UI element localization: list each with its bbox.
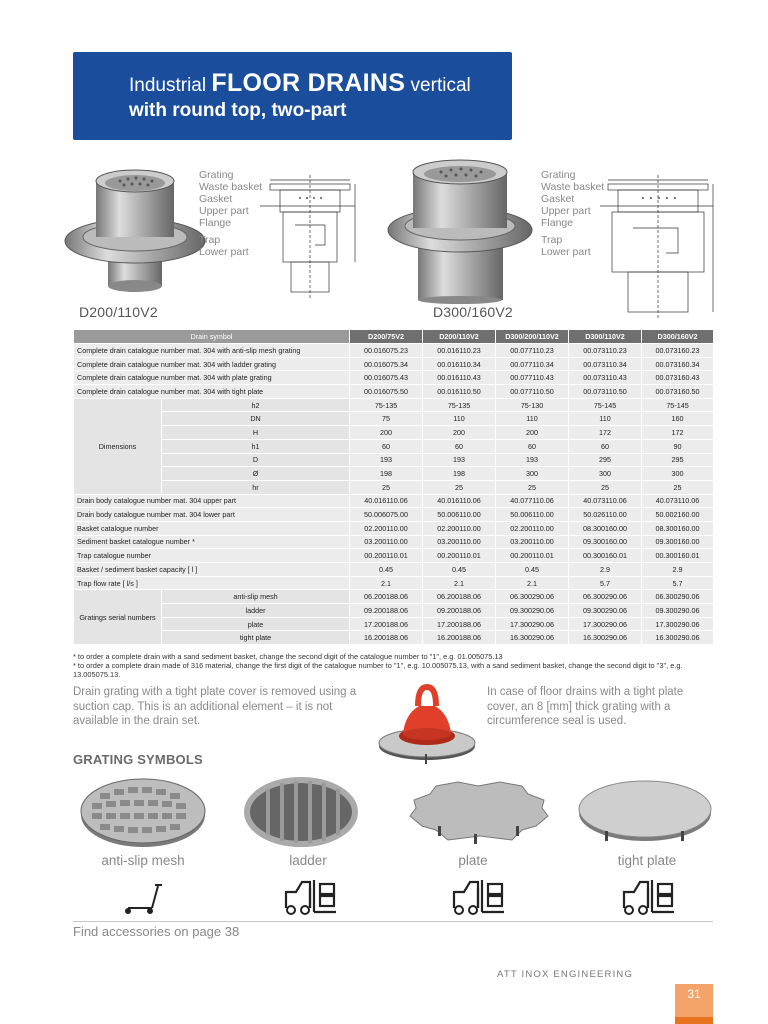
table-row [74, 521, 714, 535]
table-cell: 40.073110.06 [569, 494, 642, 508]
table-cell: 40.077110.06 [496, 494, 569, 508]
table-cell: 75-145 [569, 398, 642, 412]
table-cell: 5.7 [642, 576, 714, 590]
table-cell: 60 [423, 439, 496, 453]
table-row [74, 604, 714, 618]
table-cell: 2.1 [350, 576, 423, 590]
table-cell: 00.016110.43 [423, 371, 496, 385]
plate-grating-image [408, 778, 550, 848]
spec-table [73, 329, 714, 645]
table-cell: 00.073110.23 [569, 344, 642, 358]
table-cell: 25 [350, 480, 423, 494]
table-cell: 00.073110.34 [569, 357, 642, 371]
row-label: Drain body catalogue number mat. 304 upper part [74, 494, 350, 508]
table-cell: 02.200110.00 [423, 521, 496, 535]
table-cell: 198 [350, 467, 423, 481]
table-cell: 60 [350, 439, 423, 453]
table-cell: 09.300290.06 [496, 604, 569, 618]
divider [73, 921, 713, 922]
title-line-1 [129, 70, 512, 99]
row-label: Trap catalogue number [74, 549, 350, 563]
table-cell: 06.200188.06 [350, 590, 423, 604]
title-prefix: Industrial [129, 75, 207, 96]
accessories-link[interactable]: Find accessories on page 38 [73, 924, 240, 939]
anti-slip-mesh-grating-image [78, 775, 208, 850]
table-cell: 06.300290.06 [642, 590, 714, 604]
column-header: D300/160V2 [642, 330, 714, 344]
table-cell: 75-135 [350, 398, 423, 412]
drain-symbol-header: Drain symbol [74, 330, 350, 344]
table-cell: 00.073160.23 [642, 344, 714, 358]
table-cell: 08.300160.00 [642, 521, 714, 535]
table-cell: 40.016110.06 [350, 494, 423, 508]
table-cell: 300 [642, 467, 714, 481]
part-label: Flange [541, 217, 574, 229]
title-suffix: vertical [410, 75, 471, 96]
table-cell: 02.200110.00 [496, 521, 569, 535]
row-label: Drain body catalogue number mat. 304 lower part [74, 508, 350, 522]
table-cell: 00.073160.50 [642, 385, 714, 399]
table-row [74, 467, 714, 481]
table-cell: 00.300160.01 [642, 549, 714, 563]
table-cell: 200 [350, 426, 423, 440]
table-row [74, 631, 714, 645]
tight-plate-grating-image [575, 775, 715, 847]
part-label: Waste basket [199, 181, 263, 193]
table-cell: 25 [496, 480, 569, 494]
table-cell: 0.45 [350, 563, 423, 577]
table-row [74, 398, 714, 412]
table-row [74, 412, 714, 426]
table-row [74, 563, 714, 577]
drain-photo-left [60, 153, 210, 293]
sub-label: Ø [162, 467, 350, 481]
title-line-2: with round top, two-part [129, 100, 347, 121]
forklift-icon [450, 878, 506, 918]
table-cell: 17.300290.06 [642, 617, 714, 631]
title-bold: FLOOR DRAINS [211, 69, 406, 97]
table-cell: 16.200188.06 [350, 631, 423, 645]
table-cell: 110 [423, 412, 496, 426]
table-cell: 00.200110.01 [350, 549, 423, 563]
table-cell: 00.200110.01 [496, 549, 569, 563]
sub-label: ladder [162, 604, 350, 618]
sub-label: tight plate [162, 631, 350, 645]
table-cell: 17.200188.06 [423, 617, 496, 631]
table-cell: 06.200188.06 [423, 590, 496, 604]
table-cell: 172 [642, 426, 714, 440]
table-cell: 75-135 [423, 398, 496, 412]
table-cell: 198 [423, 467, 496, 481]
table-cell: 75-130 [496, 398, 569, 412]
forklift-icon [282, 878, 338, 918]
table-cell: 200 [496, 426, 569, 440]
model-label-left: D200/110V2 [79, 304, 158, 320]
sub-label: H [162, 426, 350, 440]
table-cell: 295 [569, 453, 642, 467]
part-label: Gasket [541, 193, 575, 205]
table-cell: 09.300290.06 [642, 604, 714, 618]
table-cell: 00.016110.34 [423, 357, 496, 371]
table-row [74, 508, 714, 522]
table-cell: 60 [496, 439, 569, 453]
table-row [74, 590, 714, 604]
grating-label: tight plate [617, 853, 677, 868]
table-cell: 25 [423, 480, 496, 494]
part-label: Trap [199, 234, 221, 246]
table-header-row [74, 330, 714, 344]
table-row [74, 453, 714, 467]
table-cell: 00.077110.43 [496, 371, 569, 385]
part-label: Grating [199, 169, 234, 181]
row-label: Complete drain catalogue number mat. 304 with tight plate [74, 385, 350, 399]
table-row [74, 617, 714, 631]
table-cell: 09.300290.06 [569, 604, 642, 618]
table-cell: 160 [642, 412, 714, 426]
table-cell: 5.7 [569, 576, 642, 590]
table-cell: 03.200110.00 [496, 535, 569, 549]
table-row [74, 357, 714, 371]
sub-label: DN [162, 412, 350, 426]
table-cell: 60 [569, 439, 642, 453]
table-cell: 40.073110.06 [642, 494, 714, 508]
table-cell: 00.300160.01 [569, 549, 642, 563]
table-cell: 110 [569, 412, 642, 426]
table-cell: 2.9 [642, 563, 714, 577]
part-label: Lower part [541, 246, 591, 258]
part-label: Waste basket [541, 181, 605, 193]
table-cell: 00.016110.23 [423, 344, 496, 358]
table-row [74, 494, 714, 508]
row-label: Sediment basket catalogue number * [74, 535, 350, 549]
table-row [74, 426, 714, 440]
table-cell: 00.077110.50 [496, 385, 569, 399]
table-cell: 0.45 [496, 563, 569, 577]
table-cell: 25 [642, 480, 714, 494]
table-cell: 00.200110.01 [423, 549, 496, 563]
drain-photo-right [383, 150, 538, 305]
table-cell: 75 [350, 412, 423, 426]
table-cell: 50.006110.00 [423, 508, 496, 522]
table-cell: 0.45 [423, 563, 496, 577]
part-label: Grating [541, 169, 576, 181]
table-cell: 50.026110.00 [569, 508, 642, 522]
company-footer: ATT INOX ENGINEERING [497, 969, 634, 980]
part-label: Upper part [199, 205, 249, 217]
table-cell: 193 [496, 453, 569, 467]
table-row [74, 535, 714, 549]
table-cell: 09.200188.06 [350, 604, 423, 618]
table-cell: 16.300290.06 [642, 631, 714, 645]
accent-bar [675, 1017, 713, 1024]
table-cell: 08.300160.00 [569, 521, 642, 535]
table-row [74, 344, 714, 358]
table-cell: 200 [423, 426, 496, 440]
model-label-right: D300/160V2 [433, 304, 513, 320]
column-header: D200/110V2 [423, 330, 496, 344]
table-row [74, 439, 714, 453]
table-cell: 00.077110.23 [496, 344, 569, 358]
page-number: 31 [687, 987, 701, 1001]
table-cell: 2.1 [423, 576, 496, 590]
table-cell: 2.1 [496, 576, 569, 590]
table-cell: 300 [569, 467, 642, 481]
table-cell: 17.300290.06 [496, 617, 569, 631]
pallet-jack-icon [122, 880, 164, 916]
table-cell: 172 [569, 426, 642, 440]
note-tight-plate: In case of floor drains with a tight plate cover, an 8 [mm] thick grating with a circumference seal is used. [487, 686, 684, 727]
column-header: D300/110V2 [569, 330, 642, 344]
table-row [74, 480, 714, 494]
sub-label: D [162, 453, 350, 467]
table-cell: 06.300290.06 [569, 590, 642, 604]
table-cell: 09.300160.00 [642, 535, 714, 549]
table-cell: 00.016075.43 [350, 371, 423, 385]
sub-label: h1 [162, 439, 350, 453]
column-header: D200/75V2 [350, 330, 423, 344]
table-cell: 03.200110.00 [350, 535, 423, 549]
footnotes [73, 652, 713, 679]
table-cell: 110 [496, 412, 569, 426]
table-cell: 00.073160.43 [642, 371, 714, 385]
table-cell: 09.300160.00 [569, 535, 642, 549]
footnote: * to order a complete drain made of 316 material, change the first digit of the catalogue number to "1", e.g. 10.005075.13, with a sand sediment basket, change the second digit to "3", e.g. 13.005075.13. [73, 661, 683, 679]
table-cell: 06.300290.06 [496, 590, 569, 604]
table-cell: 16.300290.06 [569, 631, 642, 645]
drain-drawing-right [598, 170, 718, 320]
table-row [74, 385, 714, 399]
table-cell: 09.200188.06 [423, 604, 496, 618]
table-cell: 00.073110.43 [569, 371, 642, 385]
table-cell: 75-145 [642, 398, 714, 412]
grating-label: ladder [289, 853, 327, 868]
table-cell: 50.002160.00 [642, 508, 714, 522]
table-cell: 50.006110.00 [496, 508, 569, 522]
part-labels-left [199, 169, 262, 258]
table-cell: 295 [642, 453, 714, 467]
grating-symbols-title: GRATING SYMBOLS [73, 752, 203, 767]
table-cell: 00.016110.50 [423, 385, 496, 399]
table-cell: 16.300290.06 [496, 631, 569, 645]
grating-label: anti-slip mesh [101, 853, 185, 868]
title-banner [73, 52, 512, 140]
part-labels-right [541, 169, 604, 258]
table-row [74, 549, 714, 563]
table-cell: 193 [350, 453, 423, 467]
table-cell: 03.200110.00 [423, 535, 496, 549]
group-label: Dimensions [74, 398, 162, 494]
note-suction-cap: Drain grating with a tight plate cover is removed using a suction cap. This is an additional element – it is not available in the drain set. [73, 686, 357, 727]
part-label: Lower part [199, 246, 249, 258]
table-cell: 00.016075.50 [350, 385, 423, 399]
part-label: Trap [541, 234, 563, 246]
footnote: * to order a complete drain with a sand sediment basket, change the second digit of the catalogue number to "1", e.g. 01.005075.13 [73, 652, 503, 661]
sub-label: plate [162, 617, 350, 631]
sub-label: hr [162, 480, 350, 494]
table-cell: 25 [569, 480, 642, 494]
table-cell: 193 [423, 453, 496, 467]
table-cell: 40.016110.06 [423, 494, 496, 508]
table-cell: 00.073110.50 [569, 385, 642, 399]
table-cell: 00.016075.34 [350, 357, 423, 371]
sub-label: h2 [162, 398, 350, 412]
ladder-grating-image [244, 775, 359, 850]
table-cell: 300 [496, 467, 569, 481]
row-label: Complete drain catalogue number mat. 304 with anti-slip mesh grating [74, 344, 350, 358]
table-cell: 90 [642, 439, 714, 453]
page-number-box [675, 984, 713, 1024]
table-cell: 17.200188.06 [350, 617, 423, 631]
part-label: Gasket [199, 193, 233, 205]
table-cell: 00.077110.34 [496, 357, 569, 371]
table-cell: 16.200188.06 [423, 631, 496, 645]
table-cell: 02.200110.00 [350, 521, 423, 535]
table-cell: 00.073160.34 [642, 357, 714, 371]
drain-drawing-left [255, 170, 360, 300]
table-row [74, 576, 714, 590]
row-label: Complete drain catalogue number mat. 304 with ladder grating [74, 357, 350, 371]
row-label: Basket catalogue number [74, 521, 350, 535]
suction-cap-image [375, 676, 480, 768]
row-label: Trap flow rate [ l/s ] [74, 576, 350, 590]
group-label: Gratings serial numbers [74, 590, 162, 645]
forklift-icon [620, 878, 676, 918]
part-label: Upper part [541, 205, 591, 217]
column-header: D300/200/110V2 [496, 330, 569, 344]
table-cell: 00.016075.23 [350, 344, 423, 358]
table-cell: 17.300290.06 [569, 617, 642, 631]
table-cell: 50.006075.00 [350, 508, 423, 522]
part-label: Flange [199, 217, 232, 229]
table-row [74, 371, 714, 385]
row-label: Complete drain catalogue number mat. 304 with plate grating [74, 371, 350, 385]
table-cell: 2.9 [569, 563, 642, 577]
grating-label: plate [458, 853, 488, 868]
row-label: Basket / sediment basket capacity [ l ] [74, 563, 350, 577]
sub-label: anti-slip mesh [162, 590, 350, 604]
